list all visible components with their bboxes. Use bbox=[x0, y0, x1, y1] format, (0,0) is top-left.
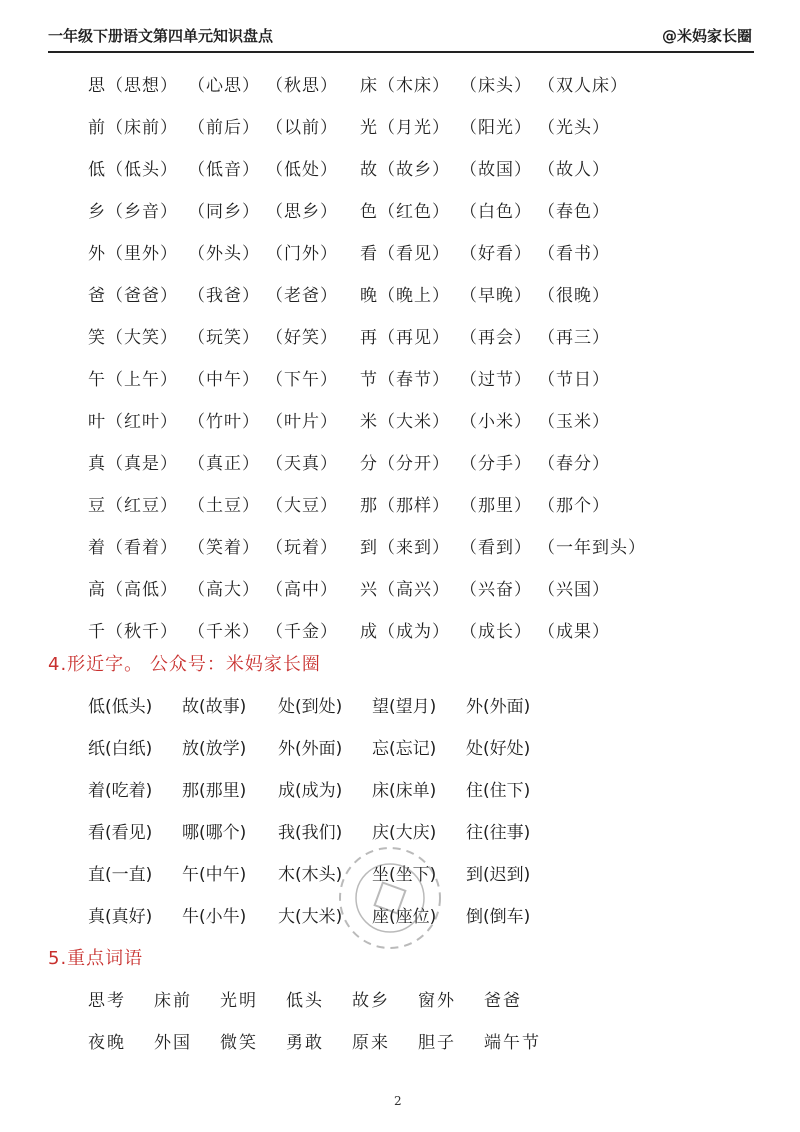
similar-character-item: 木(木头) bbox=[278, 864, 343, 885]
word-row bbox=[88, 188, 768, 230]
compound-word: （天真） bbox=[266, 453, 338, 474]
word-group-right bbox=[360, 617, 632, 642]
compound-word: （分开） bbox=[378, 453, 450, 474]
word-row bbox=[88, 440, 768, 482]
compound-word: （早晚） bbox=[460, 285, 532, 306]
character: 分 bbox=[360, 453, 378, 474]
word-group-right bbox=[360, 449, 632, 474]
document-title: 一年级下册语文第四单元知识盘点 bbox=[48, 27, 274, 45]
character: 笑 bbox=[88, 327, 106, 348]
character: 豆 bbox=[88, 495, 106, 516]
similar-character-item: 直(一直) bbox=[88, 864, 153, 885]
character: 兴 bbox=[360, 579, 378, 600]
key-word: 胆子 bbox=[418, 1032, 456, 1053]
similar-character-item: 庆(大庆) bbox=[372, 822, 437, 843]
character: 故 bbox=[360, 159, 378, 180]
word-row bbox=[88, 566, 768, 608]
similar-character-item: 外(外面) bbox=[466, 696, 531, 717]
character: 光 bbox=[360, 117, 378, 138]
similar-character-item: 纸(白纸) bbox=[88, 738, 153, 759]
key-word: 夜晚 bbox=[88, 1032, 126, 1053]
compound-word: （春节） bbox=[378, 369, 450, 390]
character: 爸 bbox=[88, 285, 106, 306]
compound-word: （一年到头） bbox=[538, 537, 646, 558]
compound-word: （高中） bbox=[266, 579, 338, 600]
similar-row bbox=[88, 767, 768, 809]
word-row bbox=[88, 104, 768, 146]
similar-character-item: 忘(忘记) bbox=[372, 738, 437, 759]
compound-word: （玩笑） bbox=[188, 327, 260, 348]
section-title-key-words: 5.重点词语 bbox=[48, 948, 144, 969]
similar-character-item: 坐(坐下) bbox=[372, 864, 437, 885]
similar-character-item: 往(往事) bbox=[466, 822, 531, 843]
compound-word: （大笑） bbox=[106, 327, 178, 348]
compound-word: （高兴） bbox=[378, 579, 450, 600]
similar-character-item: 外(外面) bbox=[278, 738, 343, 759]
similar-character-item: 午(中午) bbox=[182, 864, 247, 885]
word-group-right bbox=[360, 575, 632, 600]
word-group-left bbox=[88, 113, 360, 138]
word-group-right bbox=[360, 491, 632, 516]
similar-character-item: 处(好处) bbox=[466, 738, 531, 759]
compound-word: （那里） bbox=[460, 495, 532, 516]
similar-character-item: 那(那里) bbox=[182, 780, 247, 801]
word-row bbox=[88, 314, 768, 356]
word-row bbox=[88, 272, 768, 314]
compound-word: （木床） bbox=[378, 75, 450, 96]
compound-word: （小米） bbox=[460, 411, 532, 432]
compound-word: （分手） bbox=[460, 453, 532, 474]
word-row bbox=[88, 356, 768, 398]
similar-character-item: 倒(倒车) bbox=[466, 906, 531, 927]
compound-word: （以前） bbox=[266, 117, 338, 138]
word-group-left bbox=[88, 533, 360, 558]
compound-word: （里外） bbox=[106, 243, 178, 264]
similar-character-item: 成(成为) bbox=[278, 780, 343, 801]
word-formation-list bbox=[88, 62, 768, 650]
character: 节 bbox=[360, 369, 378, 390]
section-title-similar-characters: 4.形近字。 公众号：米妈家长圈 bbox=[48, 654, 321, 675]
word-group-left bbox=[88, 617, 360, 642]
word-row bbox=[88, 62, 768, 104]
similar-character-item: 处(到处) bbox=[278, 696, 343, 717]
compound-word: （笑着） bbox=[188, 537, 260, 558]
key-word: 光明 bbox=[220, 990, 258, 1011]
compound-word: （白色） bbox=[460, 201, 532, 222]
compound-word: （千金） bbox=[266, 621, 338, 642]
character: 米 bbox=[360, 411, 378, 432]
word-group-right bbox=[360, 113, 632, 138]
word-group-left bbox=[88, 281, 360, 306]
compound-word: （过节） bbox=[460, 369, 532, 390]
compound-word: （看见） bbox=[378, 243, 450, 264]
word-group-left bbox=[88, 239, 360, 264]
compound-word: （玉米） bbox=[538, 411, 610, 432]
character: 外 bbox=[88, 243, 106, 264]
compound-word: （上午） bbox=[106, 369, 178, 390]
key-word: 爸爸 bbox=[484, 990, 522, 1011]
compound-word: （好看） bbox=[460, 243, 532, 264]
similar-character-item: 看(看见) bbox=[88, 822, 153, 843]
compound-word: （故人） bbox=[538, 159, 610, 180]
compound-word: （心思） bbox=[188, 75, 260, 96]
compound-word: （故国） bbox=[460, 159, 532, 180]
character: 床 bbox=[360, 75, 378, 96]
word-group-right bbox=[360, 365, 632, 390]
compound-word: （光头） bbox=[538, 117, 610, 138]
word-group-left bbox=[88, 323, 360, 348]
similar-row bbox=[88, 683, 768, 725]
compound-word: （再会） bbox=[460, 327, 532, 348]
similar-character-item: 放(放学) bbox=[182, 738, 247, 759]
compound-word: （红色） bbox=[378, 201, 450, 222]
compound-word: （低处） bbox=[266, 159, 338, 180]
key-words-list bbox=[88, 977, 550, 1061]
similar-character-item: 低(低头) bbox=[88, 696, 153, 717]
compound-word: （红豆） bbox=[106, 495, 178, 516]
word-group-right bbox=[360, 533, 646, 558]
compound-word: （好笑） bbox=[266, 327, 338, 348]
compound-word: （看着） bbox=[106, 537, 178, 558]
compound-word: （故乡） bbox=[378, 159, 450, 180]
word-group-right bbox=[360, 155, 632, 180]
character: 再 bbox=[360, 327, 378, 348]
compound-word: （大豆） bbox=[266, 495, 338, 516]
page-number: 2 bbox=[394, 1094, 402, 1108]
character: 千 bbox=[88, 621, 106, 642]
page-header bbox=[48, 21, 754, 53]
compound-word: （很晚） bbox=[538, 285, 610, 306]
word-group-left bbox=[88, 575, 360, 600]
character: 成 bbox=[360, 621, 378, 642]
similar-row bbox=[88, 725, 768, 767]
compound-word: （老爸） bbox=[266, 285, 338, 306]
compound-word: （大米） bbox=[378, 411, 450, 432]
character: 思 bbox=[88, 75, 106, 96]
watermark-stamp-icon bbox=[330, 838, 450, 958]
compound-word: （中午） bbox=[188, 369, 260, 390]
word-group-left bbox=[88, 71, 360, 96]
similar-character-item: 真(真好) bbox=[88, 906, 153, 927]
key-word: 勇敢 bbox=[286, 1032, 324, 1053]
compound-word: （再见） bbox=[378, 327, 450, 348]
character: 低 bbox=[88, 159, 106, 180]
character: 晚 bbox=[360, 285, 378, 306]
compound-word: （前后） bbox=[188, 117, 260, 138]
word-group-left bbox=[88, 365, 360, 390]
key-words-row bbox=[88, 1019, 550, 1061]
key-word: 微笑 bbox=[220, 1032, 258, 1053]
compound-word: （双人床） bbox=[538, 75, 628, 96]
character: 色 bbox=[360, 201, 378, 222]
character: 高 bbox=[88, 579, 106, 600]
compound-word: （看到） bbox=[460, 537, 532, 558]
similar-character-item: 牛(小牛) bbox=[182, 906, 247, 927]
character: 前 bbox=[88, 117, 106, 138]
compound-word: （成长） bbox=[460, 621, 532, 642]
similar-character-item: 座(座位) bbox=[372, 906, 437, 927]
compound-word: （阳光） bbox=[460, 117, 532, 138]
word-row bbox=[88, 230, 768, 272]
word-group-right bbox=[360, 197, 632, 222]
compound-word: （床头） bbox=[460, 75, 532, 96]
compound-word: （高大） bbox=[188, 579, 260, 600]
word-group-right bbox=[360, 239, 632, 264]
key-word: 窗外 bbox=[418, 990, 456, 1011]
word-row bbox=[88, 398, 768, 440]
word-row bbox=[88, 524, 768, 566]
compound-word: （同乡） bbox=[188, 201, 260, 222]
similar-character-item: 哪(哪个) bbox=[182, 822, 247, 843]
word-group-right bbox=[360, 71, 632, 96]
character: 叶 bbox=[88, 411, 106, 432]
compound-word: （月光） bbox=[378, 117, 450, 138]
compound-word: （红叶） bbox=[106, 411, 178, 432]
compound-word: （真是） bbox=[106, 453, 178, 474]
compound-word: （兴国） bbox=[538, 579, 610, 600]
account-name: @米妈家长圈 bbox=[661, 27, 752, 45]
compound-word: （土豆） bbox=[188, 495, 260, 516]
similar-character-item: 望(望月) bbox=[372, 696, 437, 717]
character: 午 bbox=[88, 369, 106, 390]
key-word: 床前 bbox=[154, 990, 192, 1011]
key-words-row bbox=[88, 977, 550, 1019]
compound-word: （玩着） bbox=[266, 537, 338, 558]
word-row bbox=[88, 482, 768, 524]
word-group-right bbox=[360, 281, 632, 306]
compound-word: （春色） bbox=[538, 201, 610, 222]
compound-word: （成为） bbox=[378, 621, 450, 642]
compound-word: （成果） bbox=[538, 621, 610, 642]
compound-word: （下午） bbox=[266, 369, 338, 390]
compound-word: （晚上） bbox=[378, 285, 450, 306]
similar-character-item: 着(吃着) bbox=[88, 780, 153, 801]
similar-character-item: 到(迟到) bbox=[466, 864, 531, 885]
compound-word: （秋思） bbox=[266, 75, 338, 96]
key-word: 低头 bbox=[286, 990, 324, 1011]
similar-character-item: 大(大米) bbox=[278, 906, 343, 927]
word-group-right bbox=[360, 323, 632, 348]
compound-word: （高低） bbox=[106, 579, 178, 600]
compound-word: （那个） bbox=[538, 495, 610, 516]
key-word: 外国 bbox=[154, 1032, 192, 1053]
compound-word: （节日） bbox=[538, 369, 610, 390]
compound-word: （兴奋） bbox=[460, 579, 532, 600]
compound-word: （看书） bbox=[538, 243, 610, 264]
compound-word: （我爸） bbox=[188, 285, 260, 306]
compound-word: （再三） bbox=[538, 327, 610, 348]
compound-word: （竹叶） bbox=[188, 411, 260, 432]
character: 到 bbox=[360, 537, 378, 558]
compound-word: （低音） bbox=[188, 159, 260, 180]
compound-word: （春分） bbox=[538, 453, 610, 474]
word-group-left bbox=[88, 197, 360, 222]
compound-word: （外头） bbox=[188, 243, 260, 264]
compound-word: （床前） bbox=[106, 117, 178, 138]
word-group-right bbox=[360, 407, 632, 432]
compound-word: （思乡） bbox=[266, 201, 338, 222]
similar-character-item: 住(住下) bbox=[466, 780, 531, 801]
compound-word: （思想） bbox=[106, 75, 178, 96]
character: 真 bbox=[88, 453, 106, 474]
word-group-left bbox=[88, 407, 360, 432]
compound-word: （来到） bbox=[378, 537, 450, 558]
compound-word: （爸爸） bbox=[106, 285, 178, 306]
character: 看 bbox=[360, 243, 378, 264]
compound-word: （门外） bbox=[266, 243, 338, 264]
compound-word: （那样） bbox=[378, 495, 450, 516]
key-word: 原来 bbox=[352, 1032, 390, 1053]
word-group-left bbox=[88, 491, 360, 516]
similar-character-item: 床(床单) bbox=[372, 780, 437, 801]
similar-character-item: 我(我们) bbox=[278, 822, 343, 843]
key-word: 端午节 bbox=[484, 1032, 541, 1053]
character: 着 bbox=[88, 537, 106, 558]
character: 那 bbox=[360, 495, 378, 516]
word-group-left bbox=[88, 155, 360, 180]
compound-word: （秋千） bbox=[106, 621, 178, 642]
compound-word: （叶片） bbox=[266, 411, 338, 432]
compound-word: （真正） bbox=[188, 453, 260, 474]
compound-word: （低头） bbox=[106, 159, 178, 180]
similar-character-item: 故(故事) bbox=[182, 696, 247, 717]
compound-word: （千米） bbox=[188, 621, 260, 642]
character: 乡 bbox=[88, 201, 106, 222]
word-group-left bbox=[88, 449, 360, 474]
word-row bbox=[88, 146, 768, 188]
word-row bbox=[88, 608, 768, 650]
compound-word: （乡音） bbox=[106, 201, 178, 222]
key-word: 思考 bbox=[88, 990, 126, 1011]
key-word: 故乡 bbox=[352, 990, 390, 1011]
